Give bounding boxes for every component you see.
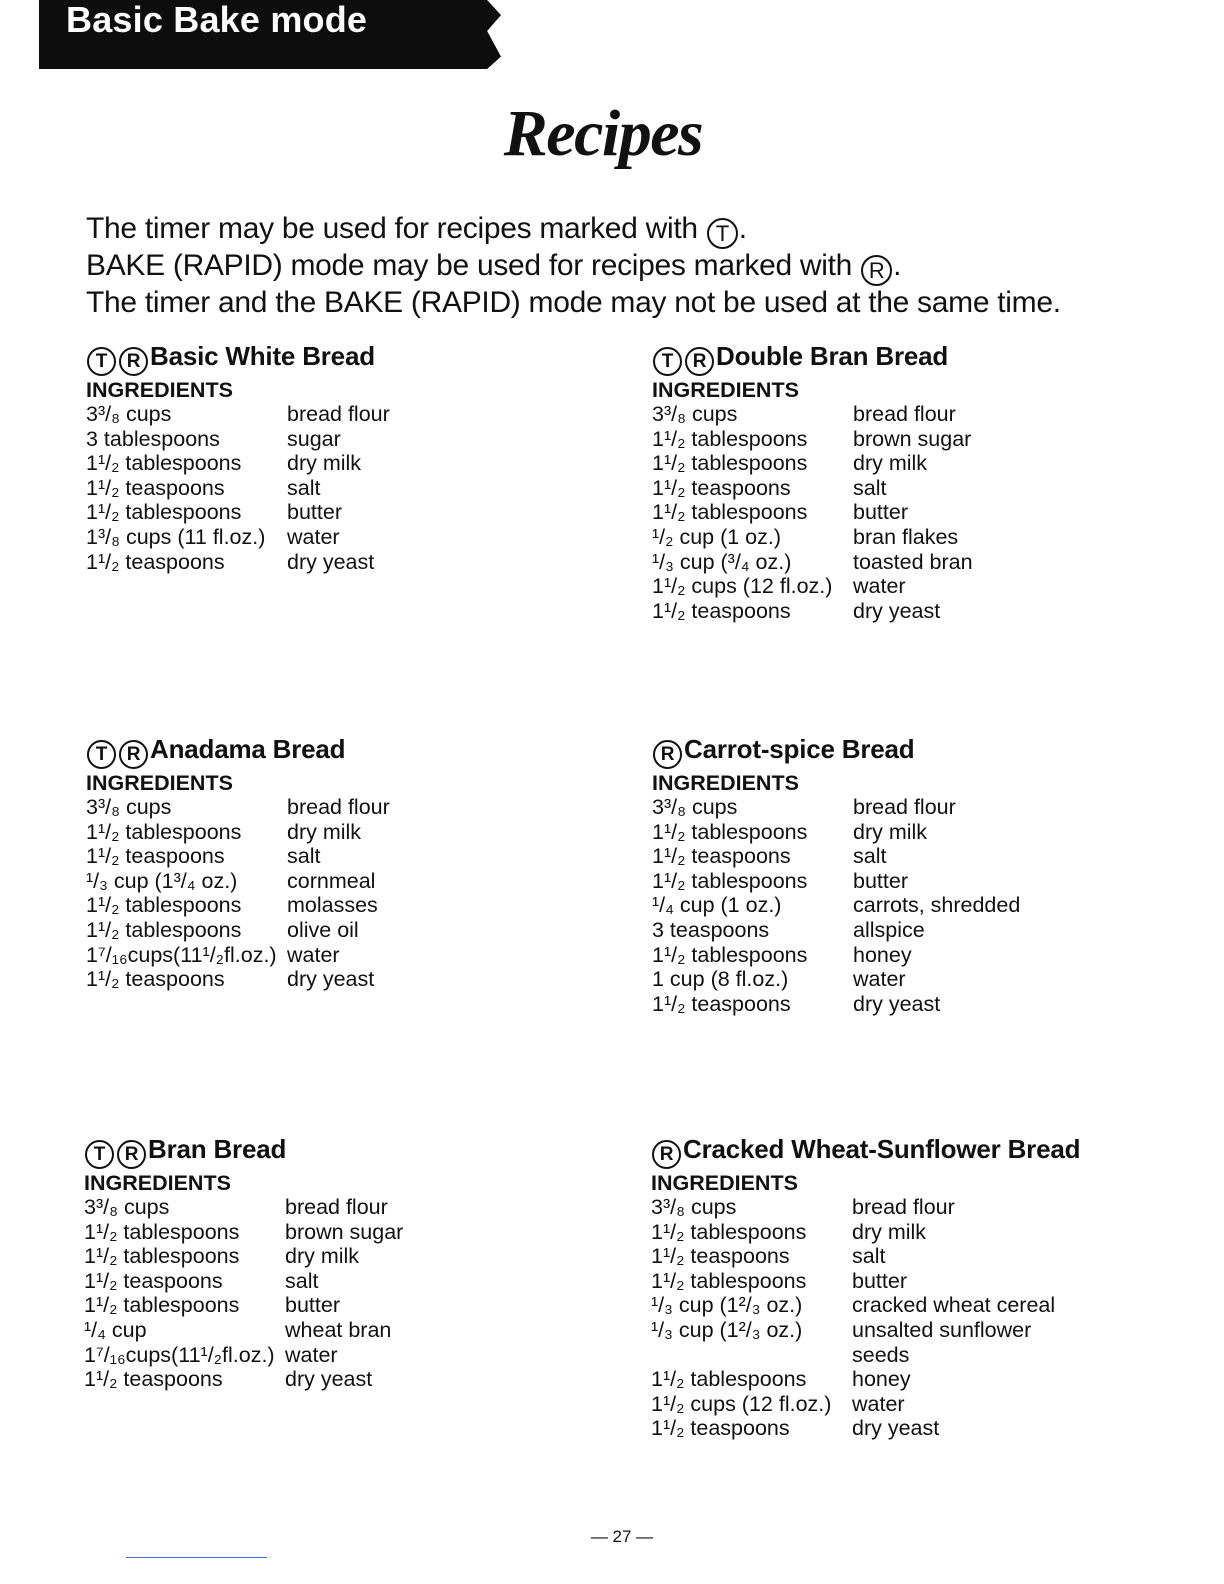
ingredient-name: dry yeast [287,549,375,574]
ingredient-quantity: ¹/₄ cup (1 oz.) [652,893,782,918]
ingredient-name: carrots, shredded [853,893,1021,918]
ingredient-quantity: 1¹/₂ tablespoons [84,1244,240,1269]
recipe-title [84,1133,403,1169]
ingredient-quantity: 1¹/₂ tablespoons [651,1219,807,1244]
ingredient-quantity: 1¹/₂ teaspoons [84,1268,223,1293]
ingredient-row [652,599,973,624]
intro-line: The timer may be used for recipes marked with T . [86,212,1061,249]
ingredient-row [86,943,390,968]
recipe-anadama-bread [86,733,390,992]
ingredient-row [652,500,973,525]
page-title: Recipes [503,97,703,170]
rapid-symbol-icon: R [861,255,892,286]
section-tab-label: Basic Bake mode [66,0,368,40]
timer-symbol-icon: T [87,347,116,376]
recipe-basic-white-bread [86,340,390,574]
ingredient-row [652,967,1020,992]
ingredient-quantity: 1¹/₂ teaspoons [86,549,225,574]
ingredient-name: wheat bran [285,1317,392,1342]
ingredient-quantity: 1⁷/₁₆cups(11¹/₂fl.oz.) [84,1342,275,1367]
ingredient-name: bread flour [285,1195,388,1219]
ingredient-name: butter [285,1293,340,1318]
ingredient-name: butter [853,500,908,525]
page-number: — 27 — [590,1527,654,1546]
ingredient-row [651,1269,1080,1294]
ingredient-row [652,402,973,427]
ingredient-name: brown sugar [853,426,972,451]
ingredient-row [651,1195,1080,1220]
recipe-title-text: Basic White Bread [150,341,375,371]
ingredient-name: butter [287,500,342,525]
ingredient-row [84,1367,403,1392]
ingredient-row [84,1244,403,1269]
ingredient-list [86,795,390,992]
ingredient-name: salt [852,1244,886,1269]
ingredient-name: butter [853,868,908,893]
ingredient-row [651,1318,1080,1343]
ingredient-name: unsalted sunflower [852,1317,1032,1342]
rapid-symbol-icon: R [685,347,714,376]
ingredient-row [86,525,390,550]
ingredients-heading: INGREDIENTS [652,771,799,795]
ingredient-name: bread flour [853,795,956,819]
ingredient-quantity: 1¹/₂ tablespoons [86,500,242,525]
recipe-title-text: Cracked Wheat-Sunflower Bread [683,1134,1081,1164]
ingredient-name: olive oil [287,917,359,942]
ingredient-name: brown sugar [285,1219,404,1244]
ingredient-name: salt [285,1268,319,1293]
recipe-bran-bread [84,1133,403,1392]
ingredient-row [84,1195,403,1220]
ingredient-row [652,943,1020,968]
ingredient-name: dry yeast [853,991,941,1016]
ingredient-row [652,918,1020,943]
timer-symbol-icon: T [653,347,682,376]
ingredient-name: cracked wheat cereal [852,1293,1056,1318]
ingredient-name: butter [852,1268,907,1293]
ingredient-name: bran flakes [853,524,959,549]
ingredient-quantity: 1¹/₂ teaspoons [652,475,791,500]
ingredient-list [84,1195,403,1392]
recipe-double-bran-bread [652,340,973,623]
ingredient-quantity: 1 cup (8 fl.oz.) [652,967,789,992]
ingredient-quantity: 3³/₈ cups [86,795,172,819]
recipe-title [86,340,390,376]
ingredient-row [86,476,390,501]
ingredient-quantity: 1¹/₂ teaspoons [651,1244,790,1269]
ingredient-name: seeds [852,1342,910,1367]
ingredient-row [652,795,1020,820]
ingredient-list [652,402,973,623]
ingredient-quantity: 3 tablespoons [86,426,220,451]
ingredient-quantity: 3³/₈ cups [84,1195,170,1219]
ingredient-quantity: 1¹/₂ tablespoons [652,942,808,967]
ingredient-name: honey [853,942,912,967]
ingredients-heading: INGREDIENTS [84,1171,231,1195]
ingredient-row [86,402,390,427]
ingredient-name: dry milk [285,1244,360,1269]
ingredient-row [651,1343,1080,1368]
ingredient-name: bread flour [852,1195,955,1219]
recipe-title [652,340,973,376]
ingredient-name: bread flour [287,402,390,426]
ingredient-row [652,844,1020,869]
recipe-carrot-spice-bread [652,733,1020,1016]
ingredient-quantity: 1⁷/₁₆cups(11¹/₂fl.oz.) [86,942,277,967]
intro-text [86,212,1061,320]
rapid-symbol-icon: R [653,740,682,769]
ingredient-name: salt [287,475,321,500]
rapid-symbol-icon: R [119,740,148,769]
ingredient-name: water [853,574,906,599]
ingredient-name: dry milk [853,819,928,844]
ingredient-row [86,795,390,820]
ingredient-quantity: 1¹/₂ teaspoons [86,844,225,869]
ingredient-row [84,1293,403,1318]
ingredient-quantity: 3³/₈ cups [652,795,738,819]
ingredient-row [86,820,390,845]
ingredient-quantity: 1¹/₂ tablespoons [84,1219,240,1244]
ingredient-row [652,525,973,550]
ingredient-quantity: ¹/₃ cup (1²/₃ oz.) [651,1293,803,1318]
ingredient-quantity: 1¹/₂ tablespoons [86,451,242,476]
recipe-title-text: Carrot-spice Bread [684,734,915,764]
ingredient-row [652,574,973,599]
ingredients-heading: INGREDIENTS [86,771,233,795]
ingredient-row [651,1220,1080,1245]
ingredient-quantity: 1¹/₂ tablespoons [86,893,242,918]
ingredient-list [652,795,1020,1016]
ingredient-row [84,1318,403,1343]
ingredient-quantity: 1¹/₂ tablespoons [84,1293,240,1318]
ingredient-row [652,820,1020,845]
recipe-title-text: Anadama Bread [150,734,346,764]
ingredient-name: water [287,524,340,549]
ingredient-quantity: ¹/₃ cup (1³/₄ oz.) [86,868,238,893]
recipe-title-text: Bran Bread [148,1134,287,1164]
ingredient-name: water [285,1342,338,1367]
ingredient-quantity: 1¹/₂ tablespoons [651,1268,807,1293]
ingredient-row [651,1392,1080,1417]
ingredient-quantity: 1¹/₂ tablespoons [652,500,808,525]
ingredient-name: water [287,942,340,967]
ingredient-quantity: 1³/₈ cups (11 fl.oz.) [86,524,266,549]
intro-line: The timer and the BAKE (RAPID) mode may not be used at the same time. [86,286,1061,319]
rapid-symbol-icon: R [652,1140,681,1169]
ingredient-quantity: 1¹/₂ tablespoons [652,868,808,893]
rapid-symbol-icon: R [119,347,148,376]
ingredient-name: honey [852,1367,911,1392]
ingredient-quantity: 1¹/₂ teaspoons [84,1367,223,1392]
ingredient-name: dry yeast [285,1367,373,1392]
ingredients-heading: INGREDIENTS [86,378,233,402]
rapid-symbol-icon: R [117,1140,146,1169]
ingredient-name: cornmeal [287,868,376,893]
ingredient-name: bread flour [853,402,956,426]
ingredient-name: dry yeast [853,598,941,623]
ingredient-row [86,500,390,525]
ingredient-name: allspice [853,917,925,942]
ingredient-name: dry milk [853,451,928,476]
timer-symbol-icon: T [707,218,738,249]
ingredient-quantity: 1¹/₂ teaspoons [652,991,791,1016]
ingredient-quantity: 3³/₈ cups [86,402,172,426]
ingredient-row [652,476,973,501]
ingredients-heading: INGREDIENTS [652,378,799,402]
ingredient-name: dry milk [287,819,362,844]
ingredient-quantity: ¹/₂ cup (1 oz.) [652,524,782,549]
ingredient-row [86,427,390,452]
ingredient-quantity: 1¹/₂ tablespoons [652,426,808,451]
recipe-cracked-wheat-sunflower-bread [651,1133,1080,1441]
ingredient-row [651,1244,1080,1269]
ingredient-row [86,451,390,476]
ingredient-quantity: 3 teaspoons [652,917,770,942]
recipe-title [652,733,1020,769]
ingredient-row [652,869,1020,894]
ingredient-row [652,451,973,476]
ingredient-row [86,869,390,894]
ingredient-quantity: 1¹/₂ teaspoons [652,844,791,869]
ingredient-list [86,402,390,574]
ingredient-name: dry milk [287,451,362,476]
ingredient-row [86,550,390,575]
ingredient-row [651,1293,1080,1318]
timer-symbol-icon: T [87,740,116,769]
ingredient-quantity: 1¹/₂ cups (12 fl.oz.) [652,574,833,599]
ingredient-quantity: 1¹/₂ tablespoons [651,1367,807,1392]
ingredient-quantity: 1¹/₂ teaspoons [652,598,791,623]
ingredient-row [84,1269,403,1294]
recipe-title [651,1133,1080,1169]
ingredient-quantity: 1¹/₂ tablespoons [86,819,242,844]
ingredient-quantity: 3³/₈ cups [652,402,738,426]
ingredient-name: sugar [287,426,341,451]
ingredient-row [652,550,973,575]
ingredient-row [651,1367,1080,1392]
ingredient-quantity: 1¹/₂ tablespoons [86,917,242,942]
ingredient-quantity: 1¹/₂ tablespoons [652,819,808,844]
ingredient-row [84,1343,403,1368]
ingredient-row [652,992,1020,1017]
ingredient-quantity: 3³/₈ cups [651,1195,737,1219]
recipe-title [86,733,390,769]
ingredient-name: dry yeast [852,1416,940,1441]
ingredient-list [651,1195,1080,1441]
ingredient-name: bread flour [287,795,390,819]
recipe-title-text: Double Bran Bread [716,341,949,371]
ingredient-name: dry milk [852,1219,927,1244]
ingredient-name: water [853,967,906,992]
link-underline [126,1557,267,1558]
ingredient-quantity: 1¹/₂ cups (12 fl.oz.) [651,1391,832,1416]
ingredient-quantity: ¹/₃ cup (1²/₃ oz.) [651,1317,803,1342]
timer-symbol-icon: T [85,1140,114,1169]
ingredient-row [86,844,390,869]
ingredients-heading: INGREDIENTS [651,1171,798,1195]
ingredient-quantity: ¹/₄ cup [84,1317,147,1342]
ingredient-name: salt [853,844,887,869]
ingredient-row [86,967,390,992]
ingredient-name: toasted bran [853,549,973,574]
ingredient-name: molasses [287,893,378,918]
ingredient-row [86,918,390,943]
ingredient-row [651,1416,1080,1441]
ingredient-quantity: 1¹/₂ teaspoons [651,1416,790,1441]
ingredient-row [652,893,1020,918]
ingredient-row [84,1220,403,1245]
ingredient-quantity: ¹/₃ cup (³/₄ oz.) [652,549,792,574]
ingredient-name: water [852,1391,905,1416]
ingredient-quantity: 1¹/₂ teaspoons [86,967,225,992]
ingredient-row [652,427,973,452]
ingredient-name: salt [287,844,321,869]
ingredient-quantity: 1¹/₂ tablespoons [652,451,808,476]
ingredient-row [86,893,390,918]
intro-line: BAKE (RAPID) mode may be used for recipes marked with R . [86,249,1061,286]
ingredient-name: dry yeast [287,967,375,992]
ingredient-quantity [651,1343,852,1368]
ingredient-name: salt [853,475,887,500]
ingredient-quantity: 1¹/₂ teaspoons [86,475,225,500]
